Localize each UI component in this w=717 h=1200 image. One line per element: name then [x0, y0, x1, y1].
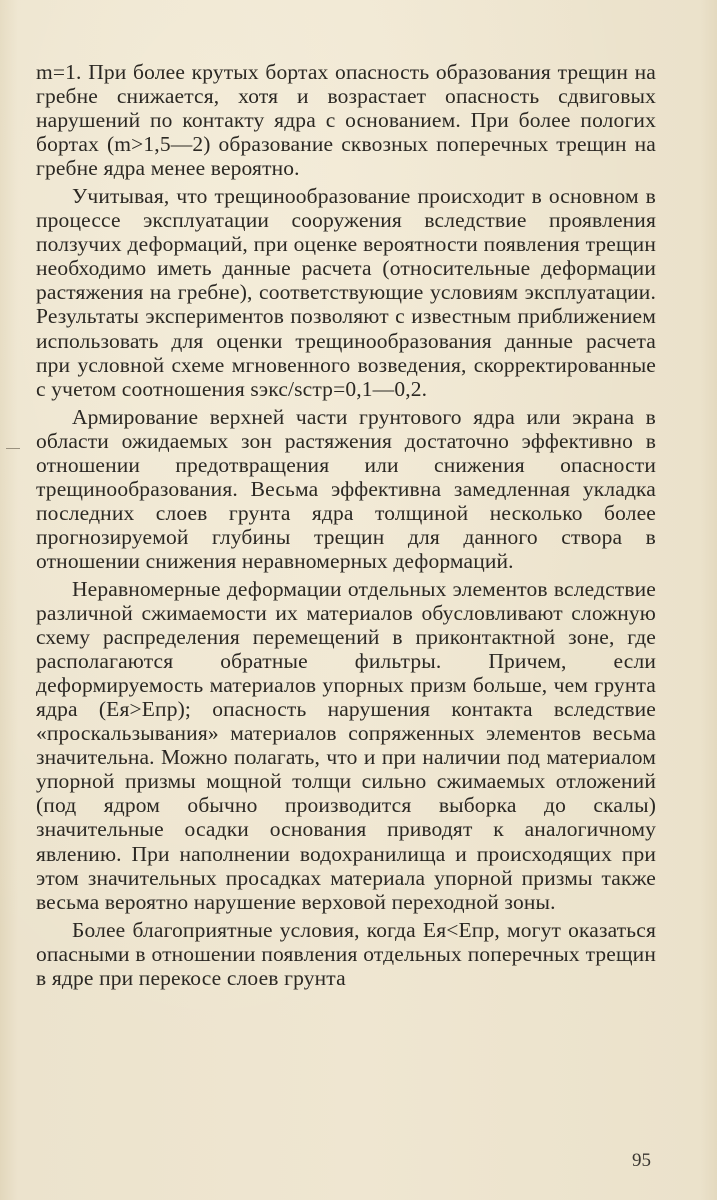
paragraph-1: m=1. При более крутых бортах опасность образования трещин на гребне снижается, хотя и возрастает опасность сдвиговых нарушений по контакту ядра с основанием. При более пологих бортах (m>1,5—2) образование сквозных поперечных трещин на гребне ядра менее вероятно. — [36, 60, 656, 181]
margin-pencil-mark — [6, 448, 20, 449]
page-number: 95 — [632, 1150, 651, 1171]
paragraph-5: Более благоприятные условия, когда Eя<Eпр, могут оказаться опасными в отношении появления отдельных поперечных трещин в ядре при перекосе слоев грунта — [36, 917, 656, 990]
paragraph-2: Учитывая, что трещинообразование происходит в основном в процессе эксплуатации сооружения вследствие проявления ползучих деформаций, при оценке вероятности появления трещин необходимо иметь данные расчета (относительные деформации растяжения на гребне), соответствующие условиям эксплуатации. Результаты экспериментов позволяют с известным приближением использовать для оценки трещинообразования данные расчета при условной схеме мгновенного возведения, скорректированные с учетом соотношения sэкс/sстр=0,1—0,2. — [36, 184, 656, 401]
body-text — [36, 60, 656, 990]
paragraph-4: Неравномерные деформации отдельных элементов вследствие различной сжимаемости их материалов обусловливают сложную схему распределения перемещений в приконтактной зоне, где располагаются обратные фильтры. Причем, если деформируемость материалов упорных призм больше, чем грунта ядра (Eя>Eпр); опасность нарушения контакта вследствие «проскальзывания» материалов сопряженных элементов весьма значительна. Можно полагать, что и при наличии под материалом упорной призмы мощной толщи сильно сжимаемых отложений (под ядром обычно производится выборка до скалы) значительные осадки основания приводят к аналогичному явлению. При наполнении водохранилища и происходящих при этом значительных просадках материала упорной призмы также весьма вероятно нарушение верховой переходной зоны. — [36, 576, 656, 914]
paragraph-3: Армирование верхней части грунтового ядра или экрана в области ожидаемых зон растяжения достаточно эффективно в отношении предотвращения или снижения опасности трещинообразования. Весьма эффективна замедленная укладка последних слоев грунта ядра толщиной несколько более прогнозируемой глубины трещин для данного створа в отношении снижения неравномерных деформаций. — [36, 404, 656, 573]
